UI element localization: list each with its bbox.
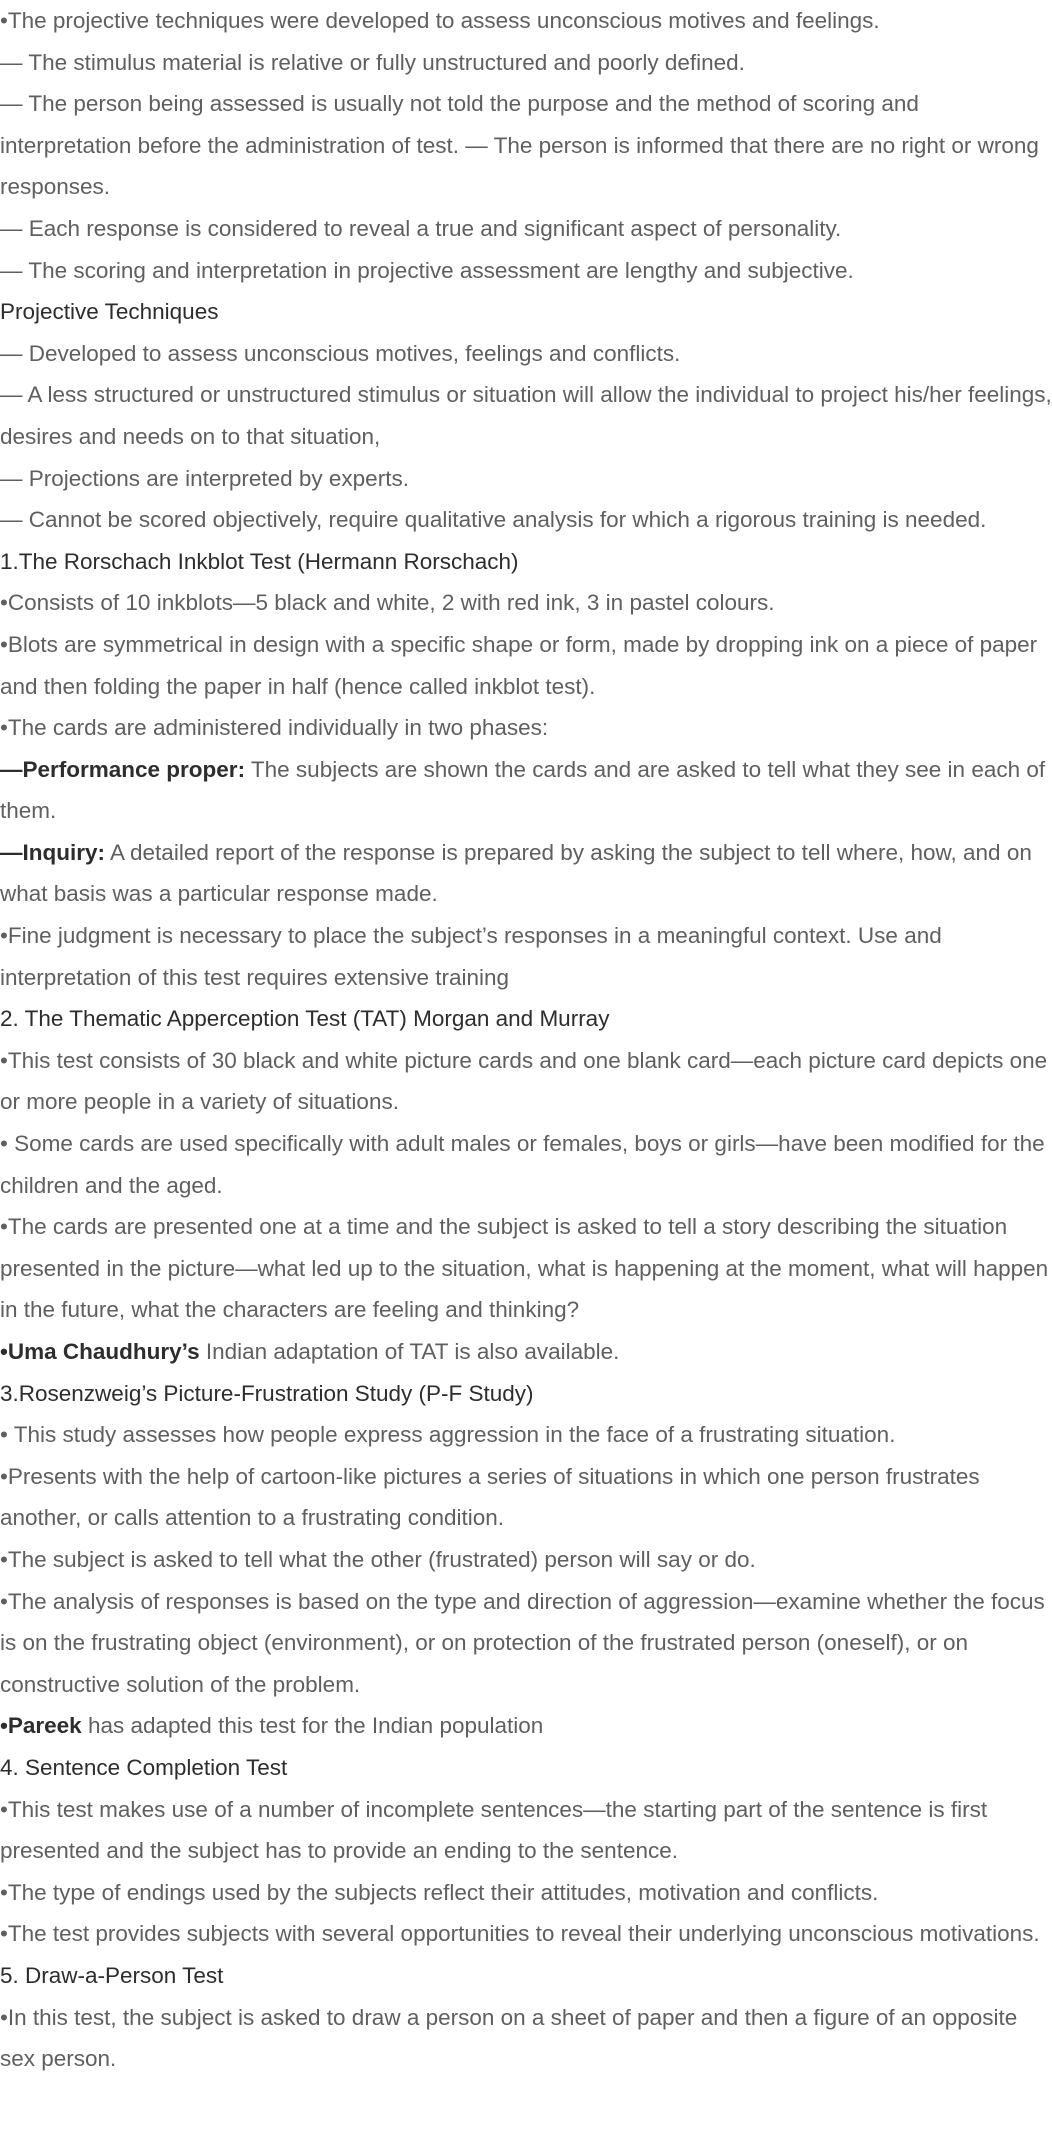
projective-point-2: — A less structured or unstructured stimulus or situation will allow the individual to project his/her feelings, desires and needs on to that situation,	[0, 382, 1052, 449]
inquiry-label: —Inquiry:	[0, 839, 105, 865]
tat-point-2: • Some cards are used specifically with adult males or females, boys or girls—have been modified for the children and the aged.	[0, 1131, 1045, 1198]
tat-heading: 2. The Thematic Apperception Test (TAT) Morgan and Murray	[0, 1006, 610, 1032]
rorschach-inquiry	[0, 832, 1052, 915]
pareek-text: has adapted this test for the Indian population	[81, 1713, 544, 1739]
sct-point-2: •The type of endings used by the subjects reflect their attitudes, motivation and conflicts.	[0, 1879, 879, 1905]
sct-point-1: •This test makes use of a number of incomplete sentences—the starting part of the sentence is first presented and the subject has to provide an ending to the sentence.	[0, 1796, 988, 1864]
intro-point-2: — The stimulus material is relative or fully unstructured and poorly defined.	[0, 49, 745, 75]
rorschach-point-2: •Blots are symmetrical in design with a specific shape or form, made by dropping ink on a piece of paper and then folding the paper in half (hence called inkblot test).	[0, 631, 1038, 699]
pf-point-4: •The analysis of responses is based on the type and direction of aggression—examine whether the focus is on the frustrating object (environment), or on protection of the frustrated person (oneself), or on constructive solution of the problem.	[0, 1588, 1045, 1697]
rorschach-point-3: •The cards are administered individually in two phases:	[0, 715, 549, 741]
uma-chaudhury-text: Indian adaptation of TAT is also available.	[199, 1339, 620, 1364]
rorschach-point-4: •Fine judgment is necessary to place the subject’s responses in a meaningful context. Use and interpretation of this test requires extensive training	[0, 923, 942, 990]
rorschach-point-1: •Consists of 10 inkblots—5 black and white, 2 with red ink, 3 in pastel colours.	[0, 590, 775, 616]
draw-a-person-heading: 5. Draw-a-Person Test	[0, 1962, 224, 1988]
performance-text: The subjects are shown the cards and are asked to tell what they see in each of them.	[0, 756, 1046, 824]
pf-study-heading: 3.Rosenzweig’s Picture-Frustration Study (P-F Study)	[0, 1380, 534, 1406]
rorschach-heading: 1.The Rorschach Inkblot Test (Hermann Rorschach)	[0, 548, 519, 574]
projective-techniques-heading: Projective Techniques	[0, 299, 219, 325]
sct-point-3: •The test provides subjects with several opportunities to reveal their underlying unconscious motivations.	[0, 1921, 1040, 1947]
uma-chaudhury-label: •Uma Chaudhury’s	[0, 1339, 200, 1364]
pareek-label: •Pareek	[0, 1713, 82, 1739]
intro-point-1: •The projective techniques were developed to assess unconscious motives and feelings.	[0, 8, 880, 33]
pf-point-1: • This study assesses how people express aggression in the face of a frustrating situation.	[0, 1422, 896, 1448]
projective-point-3: — Projections are interpreted by experts.	[0, 465, 409, 491]
tat-point-1: •This test consists of 30 black and white picture cards and one blank card—each picture card depicts one or more people in a variety of situations.	[0, 1047, 1048, 1115]
tat-point-3: •The cards are presented one at a time and the subject is asked to tell a story describing the situation presented in the picture—what led up to the situation, what is happening at the moment, what will happen in the future, what the characters are feeling and thinking?	[0, 1214, 1049, 1323]
pf-point-2: •Presents with the help of cartoon-like pictures a series of situations in which one person frustrates another, or calls attention to a frustrating condition.	[0, 1463, 980, 1531]
intro-point-3: — The person being assessed is usually not told the purpose and the method of scoring and interpretation before the administration of test. — The person is informed that there are no right or wrong responses.	[0, 91, 1039, 200]
performance-label: —Performance proper:	[0, 756, 246, 782]
rorschach-performance	[0, 749, 1052, 832]
intro-point-4: — Each response is considered to reveal a true and significant aspect of personality.	[0, 215, 842, 241]
projective-point-4: — Cannot be scored objectively, require qualitative analysis for which a rigorous training is needed.	[0, 507, 987, 533]
pf-point-3: •The subject is asked to tell what the other (frustrated) person will say or do.	[0, 1546, 756, 1572]
sentence-completion-heading: 4. Sentence Completion Test	[0, 1754, 288, 1780]
tat-adaptation	[0, 1331, 1052, 1373]
intro-point-5: — The scoring and interpretation in projective assessment are lengthy and subjective.	[0, 257, 854, 283]
projective-point-1: — Developed to assess unconscious motives, feelings and conflicts.	[0, 340, 681, 366]
inquiry-text: A detailed report of the response is prepared by asking the subject to tell where, how, and on what basis was a particular response made.	[0, 839, 1032, 907]
pf-adaptation	[0, 1705, 1052, 1747]
dap-point-1: •In this test, the subject is asked to draw a person on a sheet of paper and then a figure of an opposite sex person.	[0, 2004, 1018, 2072]
